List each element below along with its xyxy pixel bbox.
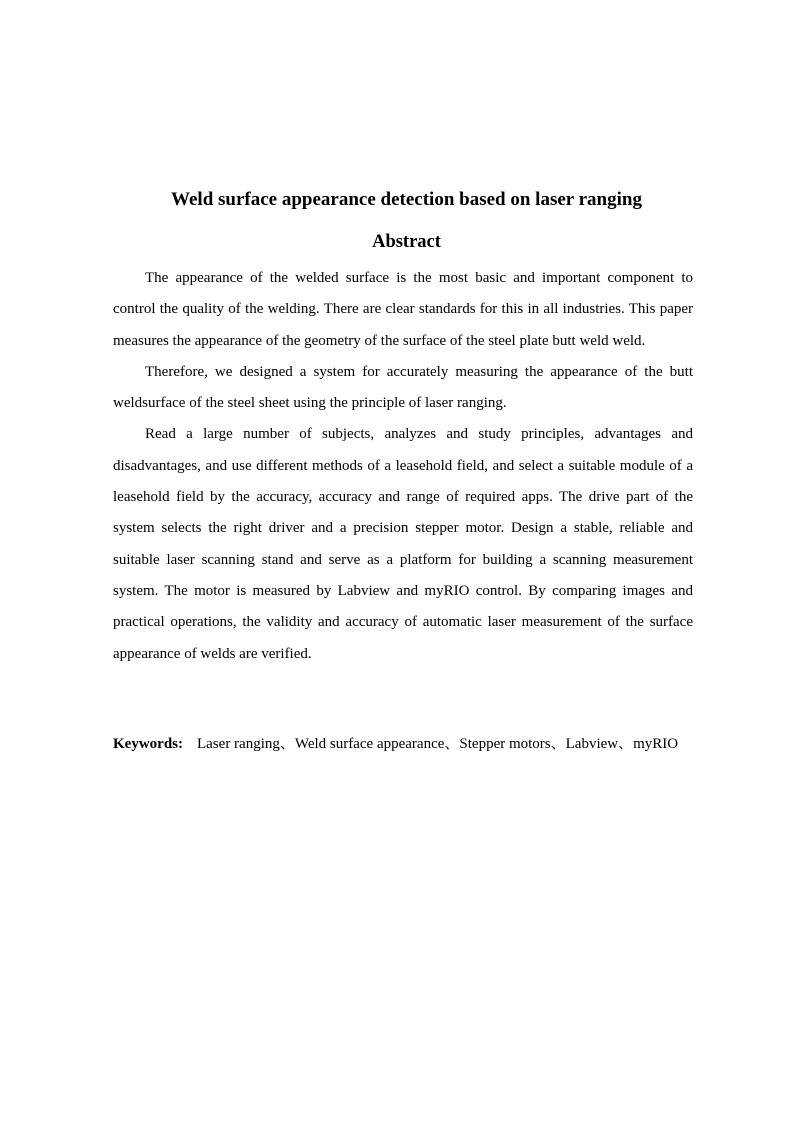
abstract-paragraph: Therefore, we designed a system for accurately measuring the appearance of the butt weldsurface of the steel sheet using the principle of laser ranging.	[113, 363, 693, 412]
abstract-paragraph: The appearance of the welded surface is the most basic and important component to control the quality of the welding. There are clear standards for this in all industries. This paper measures the appearance of the geometry of the surface of the steel plate butt weld weld.	[113, 270, 693, 349]
keywords-list: Laser ranging、Weld surface appearance、Stepper motors、Labview、myRIO	[197, 736, 679, 752]
abstract-body	[113, 263, 693, 670]
keywords-label: Keywords:	[113, 736, 183, 752]
abstract-paragraph: Read a large number of subjects, analyzes and study principles, advantages and disadvantages, and use different methods of a leasehold field, and select a suitable module of a leasehold field by the accuracy, accuracy and range of required apps. The drive part of the system selects the right driver and a precision stepper motor. Design a stable, reliable and suitable laser scanning stand and serve as a platform for building a scanning measurement system. The motor is measured by Labview and myRIO control. By comparing images and practical operations, the validity and accuracy of automatic laser measurement of the surface appearance of welds are verified.	[113, 426, 693, 662]
abstract-heading: Abstract	[372, 232, 441, 252]
paper-title: Weld surface appearance detection based on laser ranging	[171, 189, 642, 210]
keywords-line	[113, 733, 713, 755]
